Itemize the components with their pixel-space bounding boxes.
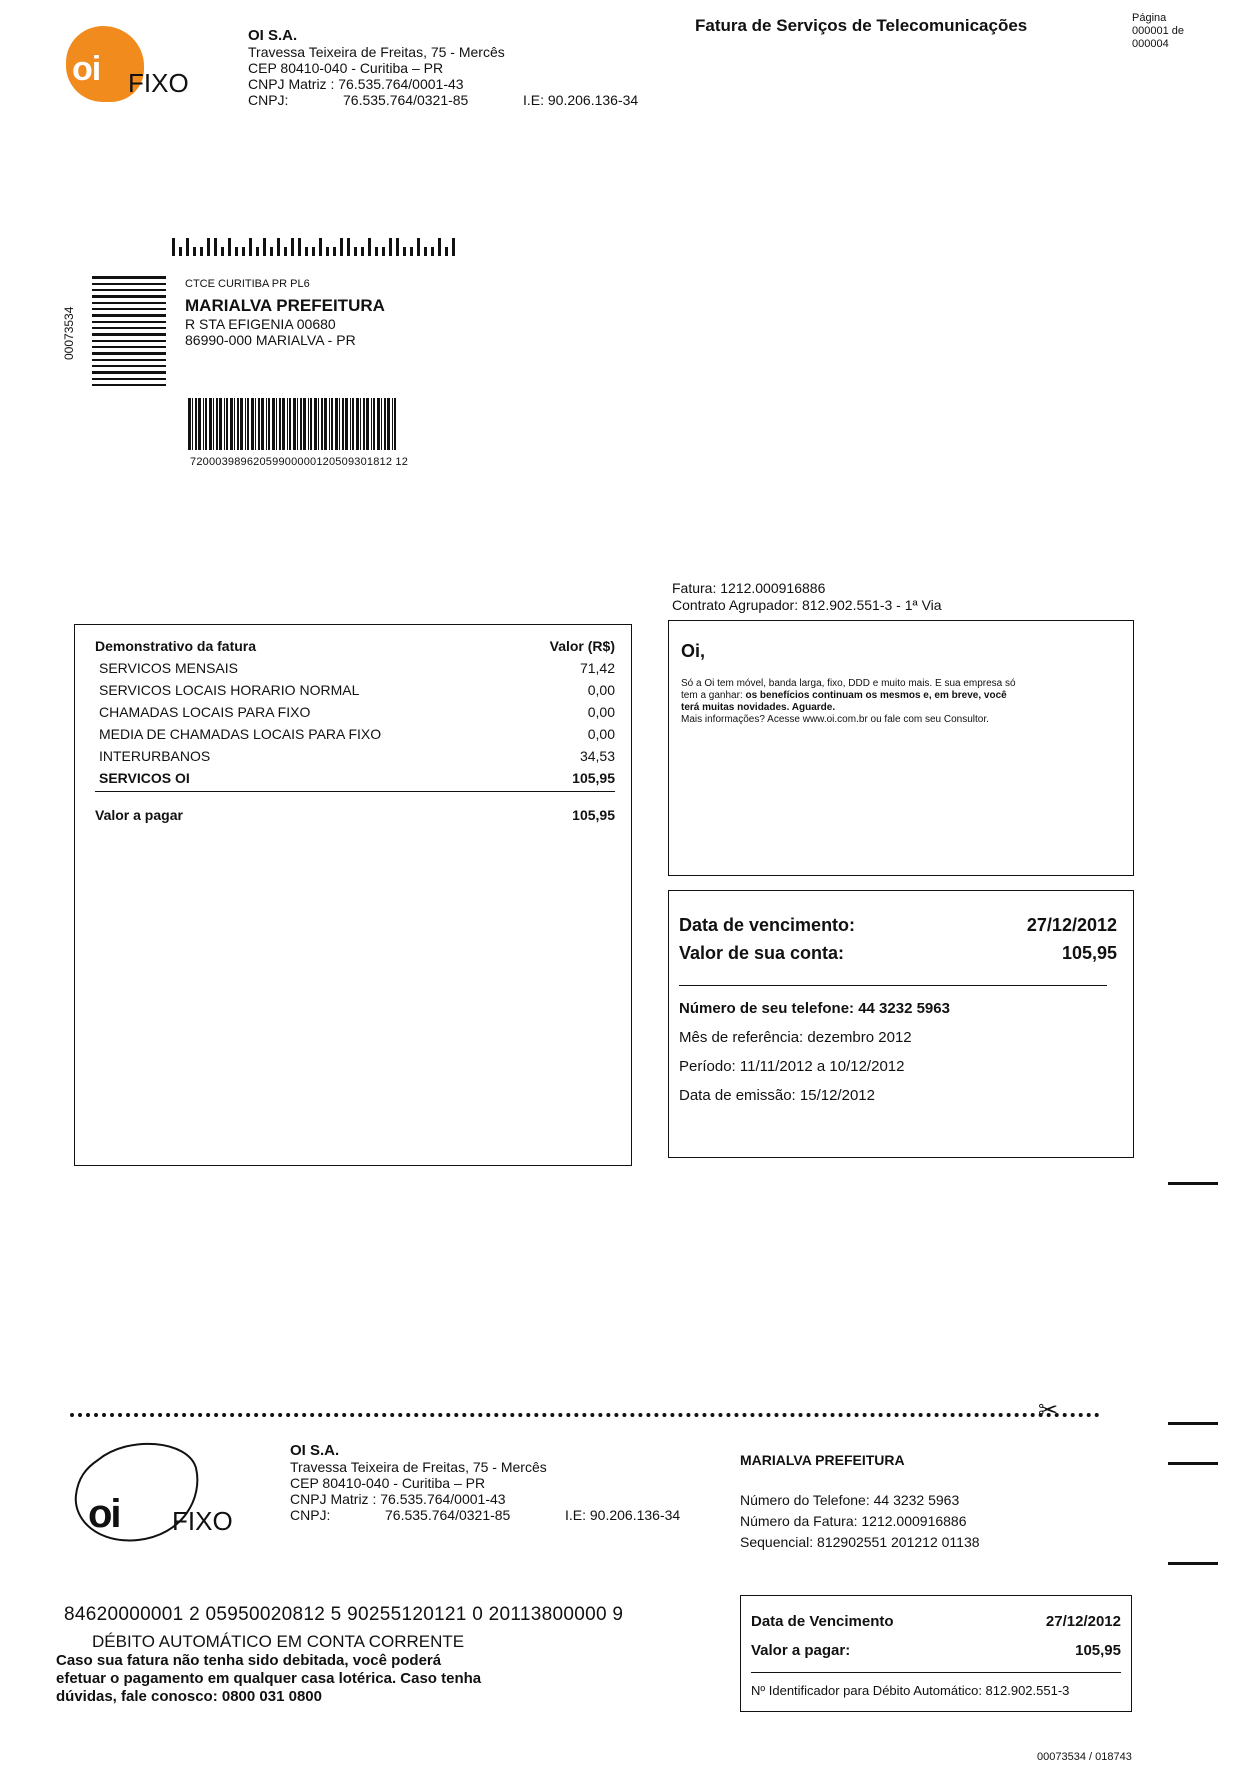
demo-row bbox=[95, 745, 615, 767]
postal-bar bbox=[452, 238, 455, 256]
postal-bar bbox=[235, 247, 238, 256]
main-bar bbox=[198, 398, 201, 450]
scissors-icon: ✂ bbox=[1038, 1397, 1059, 1424]
postal-bar bbox=[347, 238, 350, 256]
side-bar bbox=[92, 340, 166, 342]
demo-row-value: 0,00 bbox=[587, 704, 615, 720]
postal-bar bbox=[256, 247, 259, 256]
demo-row bbox=[95, 701, 615, 723]
side-bar bbox=[92, 289, 166, 291]
main-bar bbox=[272, 398, 275, 450]
stub-company-cnpj-row bbox=[290, 1507, 680, 1523]
main-bar bbox=[224, 398, 225, 450]
side-bar bbox=[92, 327, 166, 329]
main-bar bbox=[321, 398, 323, 450]
side-bar bbox=[92, 302, 166, 304]
demo-row bbox=[95, 679, 615, 701]
demo-row-label: CHAMADAS LOCAIS PARA FIXO bbox=[99, 704, 311, 720]
main-bar bbox=[303, 398, 306, 450]
main-bar bbox=[261, 398, 264, 450]
main-bar bbox=[192, 398, 193, 450]
company-address: Travessa Teixeira de Freitas, 75 - Mercês bbox=[248, 44, 505, 60]
main-bar bbox=[245, 398, 246, 450]
main-bar bbox=[268, 398, 270, 450]
main-bar bbox=[203, 398, 204, 450]
stub-company-cep: CEP 80410-040 - Curitiba – PR bbox=[290, 1475, 486, 1491]
message-greeting: Oi, bbox=[681, 641, 706, 661]
stub-customer-name: MARIALVA PREFEITURA bbox=[740, 1452, 905, 1468]
main-bar bbox=[360, 398, 361, 450]
debit-text-line: dúvidas, fale conosco: 0800 031 0800 bbox=[56, 1688, 322, 1705]
main-bar bbox=[293, 398, 296, 450]
postal-bar bbox=[186, 238, 189, 256]
stub-invoice: Número da Fatura: 1212.000916886 bbox=[740, 1513, 967, 1529]
subtotal-value: 105,95 bbox=[572, 770, 615, 786]
reference-month: Mês de referência: dezembro 2012 bbox=[679, 1029, 912, 1046]
postal-bar bbox=[431, 247, 434, 256]
due-amount-row bbox=[679, 939, 1117, 967]
demo-row-value: 34,53 bbox=[579, 748, 615, 764]
demo-row-value: 0,00 bbox=[587, 682, 615, 698]
phone-number: Número de seu telefone: 44 3232 5963 bbox=[679, 1000, 950, 1017]
stub-logo-oi: oi bbox=[88, 1492, 120, 1536]
stub-company-block bbox=[290, 1443, 680, 1523]
postal-bar bbox=[172, 238, 175, 256]
main-barcode bbox=[188, 398, 523, 450]
demo-row-value: 0,00 bbox=[587, 726, 615, 742]
postal-bar bbox=[319, 238, 322, 256]
recipient-name: MARIALVA PREFEITURA bbox=[185, 296, 385, 315]
main-bar bbox=[216, 398, 218, 450]
postal-bar bbox=[200, 247, 203, 256]
due-box bbox=[668, 890, 1134, 1158]
main-bar bbox=[331, 398, 333, 450]
main-bar bbox=[247, 398, 249, 450]
total-value: 105,95 bbox=[572, 807, 615, 823]
message-line-part: tem a ganhar: bbox=[681, 690, 746, 701]
demo-subtotal-row bbox=[95, 767, 615, 792]
stub-logo-fixo: FIXO bbox=[172, 1506, 233, 1536]
main-bar bbox=[287, 398, 288, 450]
main-bar bbox=[345, 398, 348, 450]
postal-bar bbox=[270, 247, 273, 256]
stub-company-address: Travessa Teixeira de Freitas, 75 - Mercês bbox=[290, 1459, 547, 1475]
main-bar bbox=[258, 398, 260, 450]
main-bar bbox=[394, 398, 396, 450]
due-date-label: Data de vencimento: bbox=[679, 915, 856, 935]
main-bar bbox=[219, 398, 222, 450]
main-bar bbox=[255, 398, 256, 450]
stub-company-cnpj-matriz: CNPJ Matriz : 76.535.764/0001-43 bbox=[290, 1491, 506, 1507]
main-bar bbox=[266, 398, 267, 450]
main-bar bbox=[308, 398, 309, 450]
company-cnpj-row bbox=[248, 92, 638, 108]
side-bar bbox=[92, 371, 166, 374]
postal-bar bbox=[284, 247, 287, 256]
side-bar bbox=[92, 321, 166, 323]
main-bar bbox=[387, 398, 390, 450]
side-bar bbox=[92, 276, 166, 279]
postal-bar bbox=[263, 238, 266, 256]
postal-bar bbox=[396, 238, 399, 256]
postal-bar bbox=[277, 238, 280, 256]
postal-bar bbox=[403, 247, 406, 256]
due-divider bbox=[679, 985, 1107, 986]
main-bar bbox=[314, 398, 317, 450]
stub-due-value: 27/12/2012 bbox=[1045, 1613, 1121, 1630]
stub-logo bbox=[68, 1440, 258, 1550]
side-bar bbox=[92, 283, 166, 285]
demo-total-row bbox=[95, 804, 615, 826]
recipient-block bbox=[185, 278, 385, 348]
debit-text-line: Caso sua fatura não tenha sido debitada, você poderá bbox=[56, 1652, 442, 1669]
postal-bar bbox=[424, 247, 427, 256]
postal-bar bbox=[305, 247, 308, 256]
stub-due-label: Data de Vencimento bbox=[751, 1613, 894, 1630]
postal-bar bbox=[445, 247, 448, 256]
invoice-number: Fatura: 1212.000916886 bbox=[672, 580, 826, 596]
main-bar bbox=[213, 398, 214, 450]
message-line bbox=[681, 690, 1121, 702]
main-bar bbox=[251, 398, 254, 450]
postal-bar bbox=[242, 247, 245, 256]
main-bar bbox=[240, 398, 243, 450]
main-bar bbox=[318, 398, 319, 450]
stub-pay-row bbox=[751, 1638, 1121, 1664]
due-date-value: 27/12/2012 bbox=[1026, 915, 1117, 935]
postal-barcode bbox=[172, 238, 459, 260]
postal-bar bbox=[417, 238, 420, 256]
side-bar bbox=[92, 378, 166, 380]
main-bar bbox=[230, 398, 233, 450]
demonstrativo-title: Demonstrativo da fatura bbox=[95, 638, 257, 654]
demonstrativo-header bbox=[95, 635, 615, 657]
postal-bar bbox=[375, 247, 378, 256]
cut-line bbox=[70, 1413, 1100, 1417]
main-bar bbox=[188, 398, 191, 450]
postal-bar bbox=[207, 238, 210, 256]
side-stack-barcode bbox=[92, 276, 166, 386]
side-bar bbox=[92, 352, 166, 355]
message-line: Só a Oi tem móvel, banda larga, fixo, DDD e muito mais. E sua empresa só bbox=[681, 678, 1016, 689]
page-total: 000004 bbox=[1132, 38, 1169, 50]
edge-mark bbox=[1168, 1422, 1218, 1425]
contract-number: Contrato Agrupador: 812.902.551-3 - 1ª Via bbox=[672, 597, 942, 613]
page-indicator bbox=[1132, 12, 1184, 51]
barcode-number: 72000398962059900000120509301812 12 bbox=[190, 456, 409, 468]
main-bar bbox=[381, 398, 382, 450]
postal-bar bbox=[368, 238, 371, 256]
edge-mark bbox=[1168, 1182, 1218, 1185]
document-title: Fatura de Serviços de Telecomunicações bbox=[695, 16, 1028, 35]
main-bar bbox=[237, 398, 239, 450]
main-bar bbox=[234, 398, 235, 450]
main-bar bbox=[373, 398, 375, 450]
edge-mark bbox=[1168, 1562, 1218, 1565]
stub-customer-block bbox=[740, 1452, 980, 1553]
main-bar bbox=[377, 398, 380, 450]
debit-text-line: efetuar o pagamento em qualquer casa lotérica. Caso tenha bbox=[56, 1670, 482, 1687]
side-bar bbox=[92, 295, 166, 298]
cnpj-label: CNPJ: bbox=[248, 92, 289, 108]
main-bar bbox=[282, 398, 285, 450]
ie-value: I.E: 90.206.136-34 bbox=[523, 92, 639, 108]
due-amount-value: 105,95 bbox=[1061, 943, 1117, 963]
main-bar bbox=[195, 398, 197, 450]
stub-ie-value: I.E: 90.206.136-34 bbox=[565, 1507, 681, 1523]
main-bar bbox=[350, 398, 351, 450]
value-column-header: Valor (R$) bbox=[549, 638, 615, 654]
recipient-route: CTCE CURITIBA PR PL6 bbox=[185, 278, 310, 290]
company-cep: CEP 80410-040 - Curitiba – PR bbox=[248, 60, 444, 76]
debit-title: DÉBITO AUTOMÁTICO EM CONTA CORRENTE bbox=[92, 1632, 465, 1651]
demo-row-label: SERVICOS LOCAIS HORARIO NORMAL bbox=[99, 682, 360, 698]
demo-row-label: MEDIA DE CHAMADAS LOCAIS PARA FIXO bbox=[99, 726, 382, 742]
demo-row bbox=[95, 657, 615, 679]
company-cnpj-matriz: CNPJ Matriz : 76.535.764/0001-43 bbox=[248, 76, 464, 92]
cnpj-value: 76.535.764/0321-85 bbox=[343, 92, 469, 108]
postal-bar bbox=[410, 247, 413, 256]
footer-code: 00073534 / 018743 bbox=[1037, 1751, 1132, 1763]
stub-payment-box bbox=[740, 1595, 1132, 1712]
main-bar bbox=[205, 398, 207, 450]
debit-text bbox=[56, 1652, 504, 1706]
demo-row-value: 71,42 bbox=[579, 660, 615, 676]
side-code: 00073534 bbox=[62, 306, 76, 360]
postal-bar bbox=[228, 238, 231, 256]
logo-oi-text: oi bbox=[72, 50, 101, 88]
stub-pay-label: Valor a pagar: bbox=[751, 1642, 851, 1659]
side-bar bbox=[92, 365, 166, 367]
side-bar bbox=[92, 359, 166, 361]
company-name: OI S.A. bbox=[248, 27, 298, 44]
main-bar bbox=[356, 398, 359, 450]
postal-bar bbox=[298, 238, 301, 256]
postal-bar bbox=[249, 238, 252, 256]
invoice-ref bbox=[672, 580, 942, 614]
stub-due-row bbox=[751, 1606, 1121, 1638]
stub-phone: Número do Telefone: 44 3232 5963 bbox=[740, 1492, 960, 1508]
main-bar bbox=[335, 398, 338, 450]
main-bar bbox=[324, 398, 327, 450]
edge-mark bbox=[1168, 1462, 1218, 1465]
due-date-row bbox=[679, 911, 1117, 939]
subtotal-label: SERVICOS OI bbox=[99, 770, 190, 786]
demo-row-label: INTERURBANOS bbox=[99, 748, 211, 764]
due-amount-label: Valor de sua conta: bbox=[679, 943, 845, 963]
main-bar bbox=[276, 398, 277, 450]
demo-row bbox=[95, 723, 615, 745]
main-bar bbox=[384, 398, 386, 450]
main-bar bbox=[366, 398, 369, 450]
message-line-bold: os benefícios continuam os mesmos e, em breve, você bbox=[745, 690, 1007, 701]
company-block bbox=[248, 28, 638, 108]
total-label: Valor a pagar bbox=[95, 807, 183, 823]
side-bar bbox=[92, 346, 166, 348]
postal-bar bbox=[193, 247, 196, 256]
issue-date: Data de emissão: 15/12/2012 bbox=[679, 1087, 875, 1104]
side-bar bbox=[92, 333, 166, 336]
side-bar bbox=[92, 384, 166, 386]
postal-bar bbox=[312, 247, 315, 256]
postal-bar bbox=[361, 247, 364, 256]
stub-cnpj-value: 76.535.764/0321-85 bbox=[385, 1507, 511, 1523]
postal-bar bbox=[438, 238, 441, 256]
main-bar bbox=[310, 398, 312, 450]
main-bar bbox=[329, 398, 330, 450]
stub-cnpj-label: CNPJ: bbox=[290, 1507, 331, 1523]
postal-bar bbox=[221, 247, 224, 256]
main-bar bbox=[226, 398, 228, 450]
stub-pay-value: 105,95 bbox=[1075, 1642, 1121, 1659]
page-current: 000001 de bbox=[1132, 25, 1184, 37]
message-box bbox=[668, 620, 1134, 876]
main-bar bbox=[279, 398, 281, 450]
main-bar bbox=[339, 398, 340, 450]
main-bar bbox=[352, 398, 354, 450]
main-bar bbox=[371, 398, 372, 450]
postal-bar bbox=[389, 238, 392, 256]
stub-debit-id: Nº Identificador para Débito Automático: 812.902.551-3 bbox=[751, 1672, 1121, 1698]
main-bar bbox=[289, 398, 291, 450]
postal-bar bbox=[382, 247, 385, 256]
demo-row-label: SERVICOS MENSAIS bbox=[99, 660, 239, 676]
main-bar bbox=[209, 398, 212, 450]
stub-company-name: OI S.A. bbox=[290, 1442, 340, 1459]
page-label: Página bbox=[1132, 12, 1167, 24]
side-bar bbox=[92, 308, 166, 310]
digitable-line: 84620000001 2 05950020812 5 90255120121 0 20113800000 9 bbox=[64, 1604, 624, 1625]
recipient-city: 86990-000 MARIALVA - PR bbox=[185, 332, 356, 348]
postal-bar bbox=[333, 247, 336, 256]
main-bar bbox=[342, 398, 344, 450]
main-bar bbox=[363, 398, 365, 450]
postal-bar bbox=[214, 238, 217, 256]
message-line: terá muitas novidades. Aguarde. bbox=[681, 702, 836, 713]
logo-fixo-text: FIXO bbox=[128, 68, 189, 98]
side-bar bbox=[92, 314, 166, 317]
postal-bar bbox=[354, 247, 357, 256]
main-bar bbox=[392, 398, 393, 450]
recipient-street: R STA EFIGENIA 00680 bbox=[185, 316, 336, 332]
main-bar bbox=[300, 398, 302, 450]
demonstrativo-box bbox=[74, 624, 632, 1166]
message-line: Mais informações? Acesse www.oi.com.br ou fale com seu Consultor. bbox=[681, 714, 989, 725]
postal-bar bbox=[179, 247, 182, 256]
postal-bar bbox=[326, 247, 329, 256]
postal-bar bbox=[340, 238, 343, 256]
oi-fixo-logo bbox=[48, 20, 188, 110]
main-bar bbox=[297, 398, 298, 450]
message-text bbox=[681, 678, 1121, 726]
stub-sequence: Sequencial: 812902551 201212 01138 bbox=[740, 1534, 980, 1550]
postal-bar bbox=[291, 238, 294, 256]
billing-period: Período: 11/11/2012 a 10/12/2012 bbox=[679, 1058, 905, 1075]
